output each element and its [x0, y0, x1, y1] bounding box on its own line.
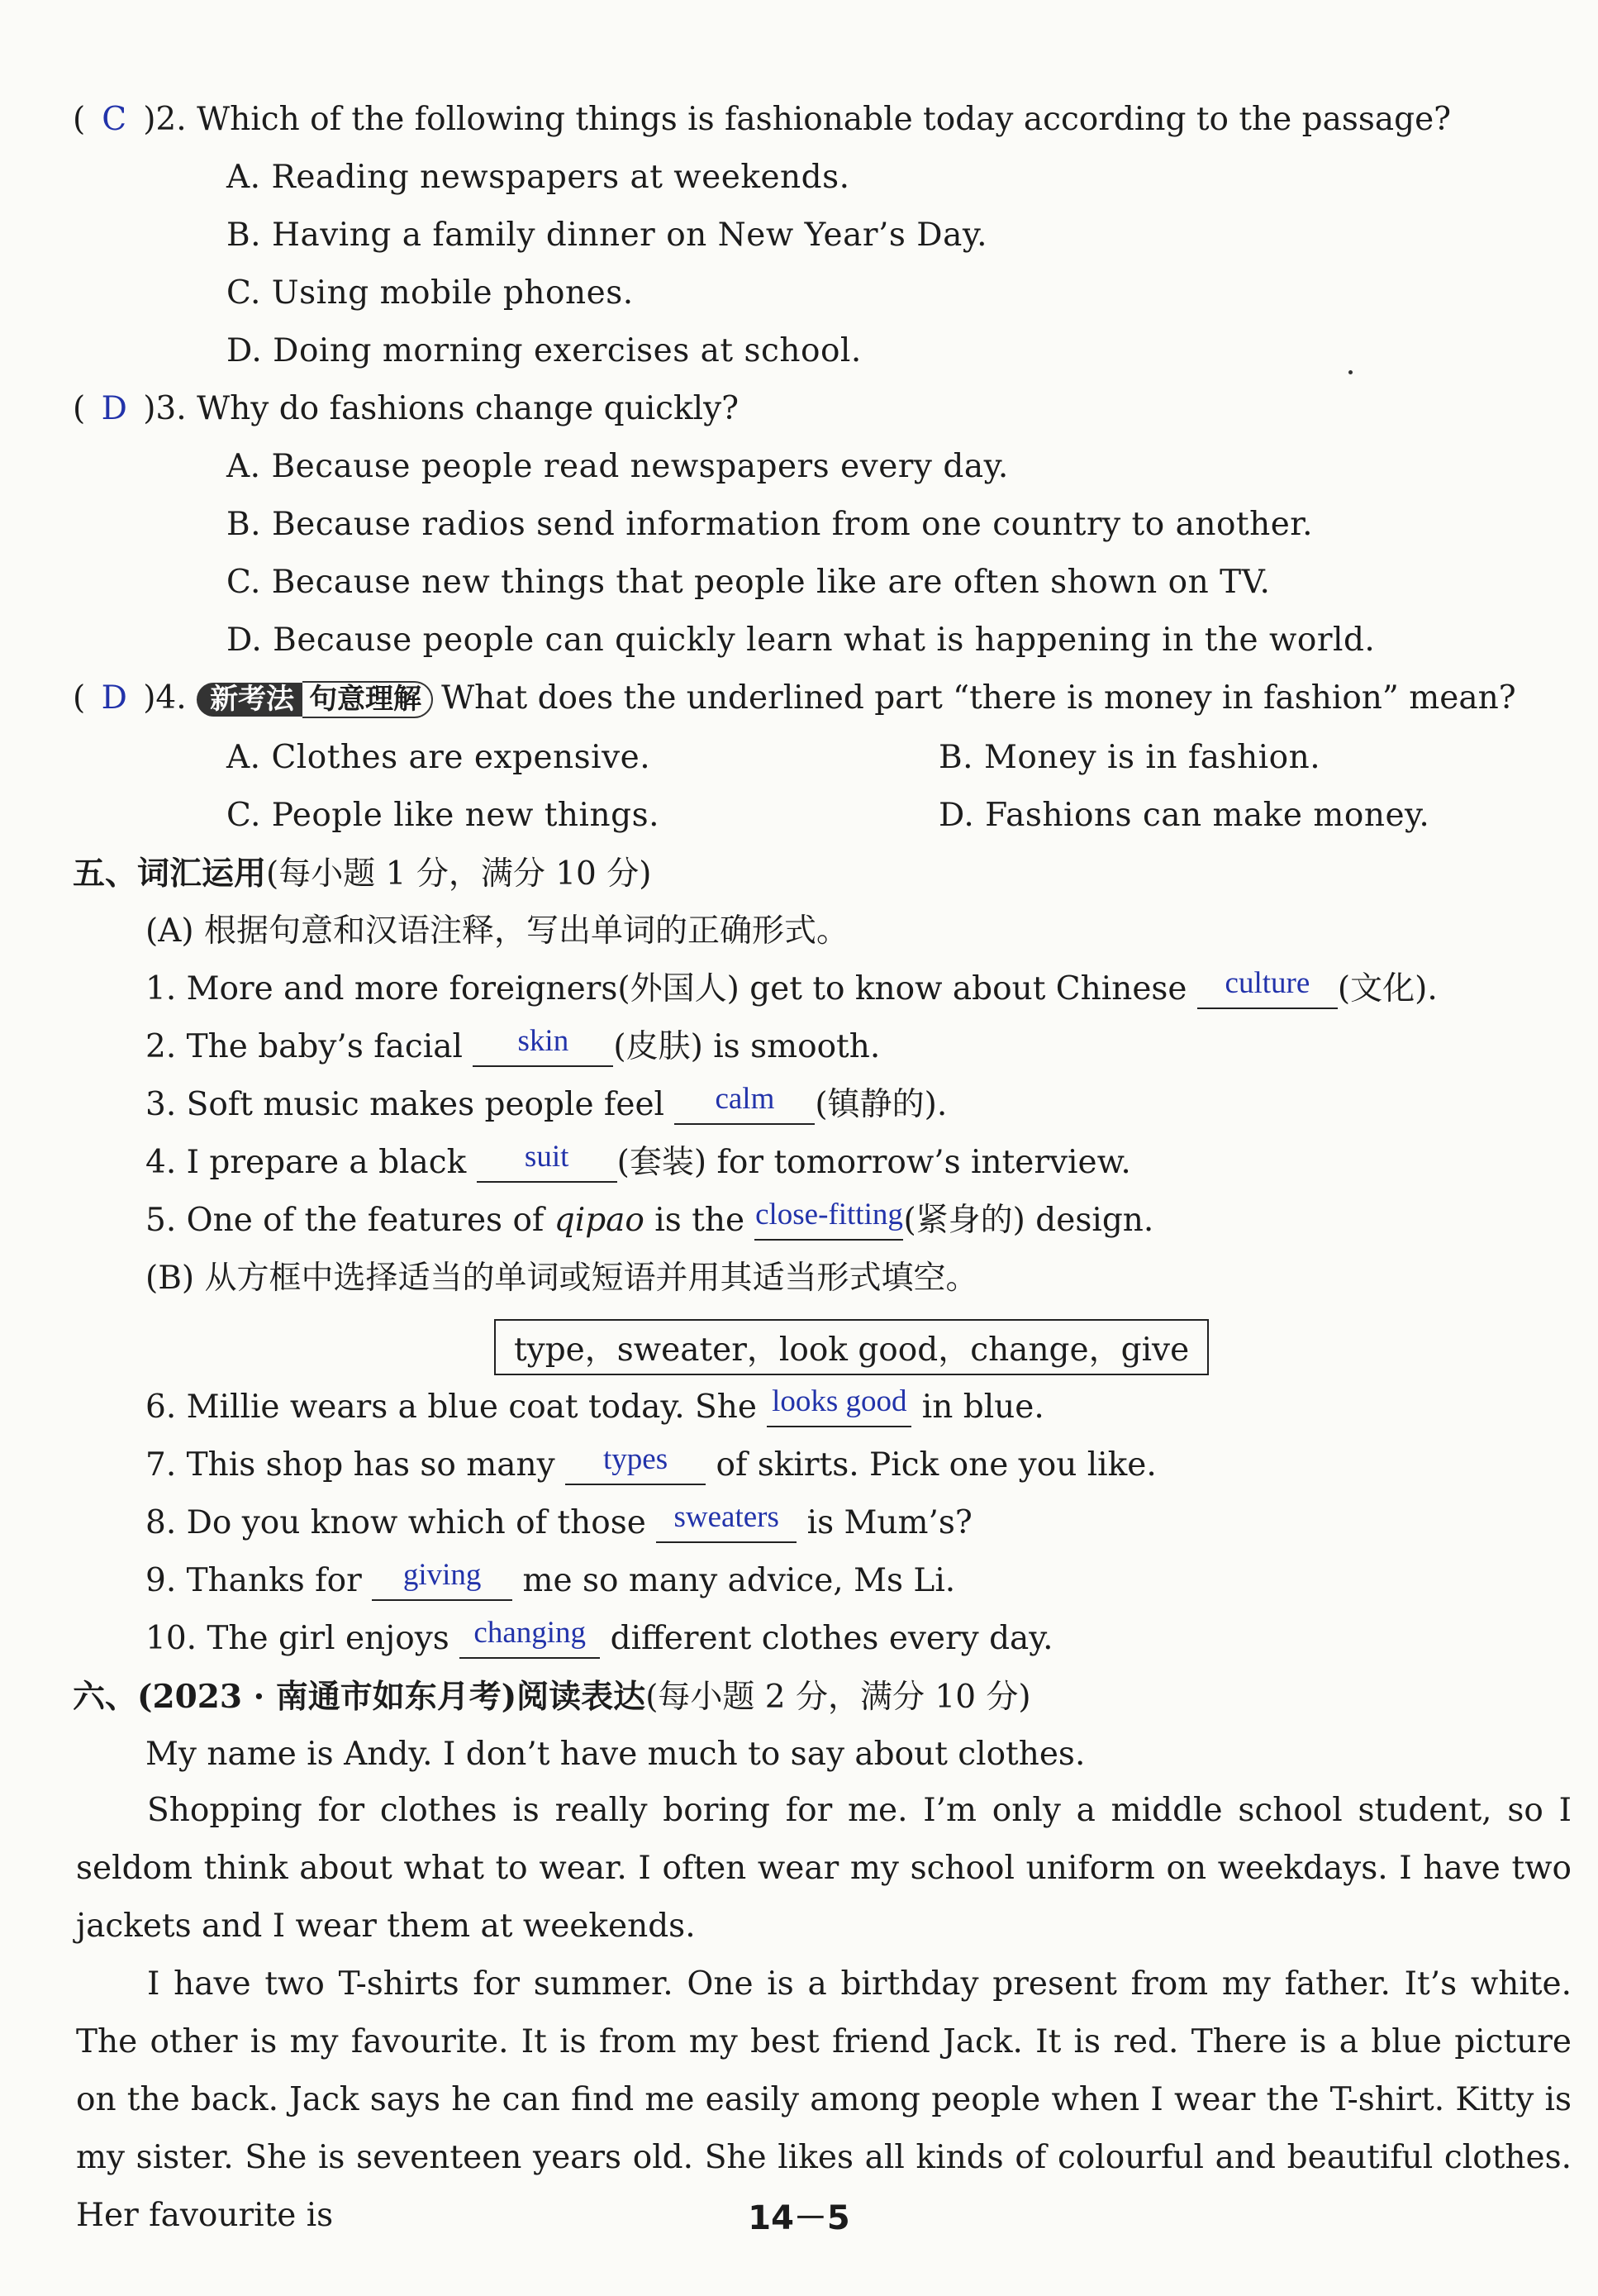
- vocab-item-6: 6. Millie wears a blue coat today. She looks good in blue.: [145, 1384, 1044, 1426]
- question-2: [73, 101, 1451, 140]
- word-box: type，sweater，look good，change，give: [494, 1319, 1209, 1375]
- reading-paragraph-3: I have two T-shirts for summer. One is a birthday present from my father. It’s white. The other is my favourite. It is from my best friend Jack. It is red. There is a blue picture on the back. Jack says he can find me easily among people when I wear the T-shirt. Kitty is my sister. She is seventeen years old. She likes all kinds of colourful and beautiful clothes. Her favourite is: [76, 1965, 1572, 2234]
- answer-blank: close-fitting: [754, 1203, 903, 1241]
- answer-blank: types: [565, 1448, 706, 1485]
- answer-blank: giving: [372, 1564, 512, 1601]
- question-text: What does the underlined part “there is money in fashion” mean?: [441, 679, 1516, 717]
- option: C. Because new things that people like are often shown on TV.: [226, 564, 1271, 601]
- answer-blank: sweaters: [656, 1506, 797, 1543]
- section-score: (每小题 2 分，满分 10 分): [645, 1679, 1031, 1716]
- option: A. Because people read newspapers every day.: [226, 448, 1009, 485]
- open-paren: (: [73, 390, 86, 427]
- question-3: [73, 390, 739, 429]
- answer-blank: looks good: [767, 1390, 911, 1427]
- option: A. Reading newspapers at weekends.: [226, 159, 850, 196]
- reading-paragraph-1: My name is Andy. I don’t have much to say about clothes.: [145, 1736, 1086, 1773]
- open-paren: (: [73, 679, 86, 717]
- option: B. Having a family dinner on New Year’s Day.: [226, 217, 988, 254]
- vocab-item-2: 2. The baby’s facial skin (皮肤) is smooth.: [145, 1024, 881, 1065]
- answer-blank: skin: [473, 1030, 613, 1067]
- new-method-tag: 新考法: [197, 683, 302, 717]
- answer-blank: culture: [1197, 972, 1338, 1009]
- option: B. Because radios send information from one country to another.: [226, 506, 1314, 543]
- vocab-item-10: 10. The girl enjoys changing different clothes every day.: [145, 1616, 1053, 1657]
- section-6-heading: [73, 1678, 1031, 1717]
- option: D. Because people can quickly learn what is happening in the world.: [226, 622, 1376, 659]
- question-number: )2.: [143, 101, 187, 138]
- option: D. Doing morning exercises at school.: [226, 332, 862, 369]
- option: D. Fashions can make money.: [939, 797, 1430, 834]
- answer-2: C: [102, 101, 127, 138]
- sentence-meaning-tag: 句意理解: [302, 681, 433, 718]
- answer-blank: calm: [674, 1088, 815, 1125]
- answer-3: D: [101, 390, 127, 427]
- vocab-item-3: 3. Soft music makes people feel calm (镇静的).: [145, 1082, 948, 1123]
- open-paren: (: [73, 101, 86, 138]
- option: A. Clothes are expensive.: [226, 739, 651, 776]
- vocab-item-8: 8. Do you know which of those sweaters is Mum’s?: [145, 1500, 973, 1541]
- part-b-instruction: (B) 从方框中选择适当的单词或短语并用其适当形式填空。: [145, 1260, 978, 1297]
- vocab-item-5: 5. One of the features of qipao is the close-fitting(紧身的) design.: [145, 1198, 1154, 1239]
- part-a-instruction: (A) 根据句意和汉语注释，写出单词的正确形式。: [145, 912, 849, 950]
- section-5-heading: [73, 855, 651, 894]
- vocab-item-1: 1. More and more foreigners(外国人) get to know about Chinese culture (文化).: [145, 966, 1438, 1007]
- vocab-item-9: 9. Thanks for giving me so many advice, Ms Li.: [145, 1558, 956, 1599]
- page-number: 14－5: [748, 2199, 850, 2237]
- answer-blank: changing: [459, 1622, 600, 1659]
- section-title: 五、词汇运用: [73, 855, 267, 893]
- option: B. Money is in fashion.: [939, 739, 1321, 776]
- answer-blank: suit: [477, 1146, 617, 1183]
- answer-4: D: [101, 679, 127, 717]
- reading-paragraph-2: Shopping for clothes is really boring for me. I’m only a middle school student, so I seldom think about what to wear. I often wear my school uniform on weekdays. I have two jackets and I wear them at weekends.: [76, 1792, 1572, 1945]
- question-4: [73, 679, 1516, 718]
- question-number: )4.: [143, 679, 187, 717]
- option: C. Using mobile phones.: [226, 274, 634, 312]
- vocab-item-7: 7. This shop has so many types of skirts. Pick one you like.: [145, 1442, 1157, 1484]
- section-title: 六、(2023 · 南通市如东月考)阅读表达: [73, 1678, 646, 1716]
- question-number: )3.: [143, 390, 187, 427]
- question-text: Why do fashions change quickly?: [197, 390, 740, 427]
- option: C. People like new things.: [226, 797, 659, 834]
- stray-dot: [1348, 370, 1353, 374]
- section-score: (每小题 1 分，满分 10 分): [266, 855, 652, 893]
- question-text: Which of the following things is fashionable today according to the passage?: [197, 101, 1452, 138]
- vocab-item-4: 4. I prepare a black suit (套装) for tomorrow’s interview.: [145, 1140, 1131, 1181]
